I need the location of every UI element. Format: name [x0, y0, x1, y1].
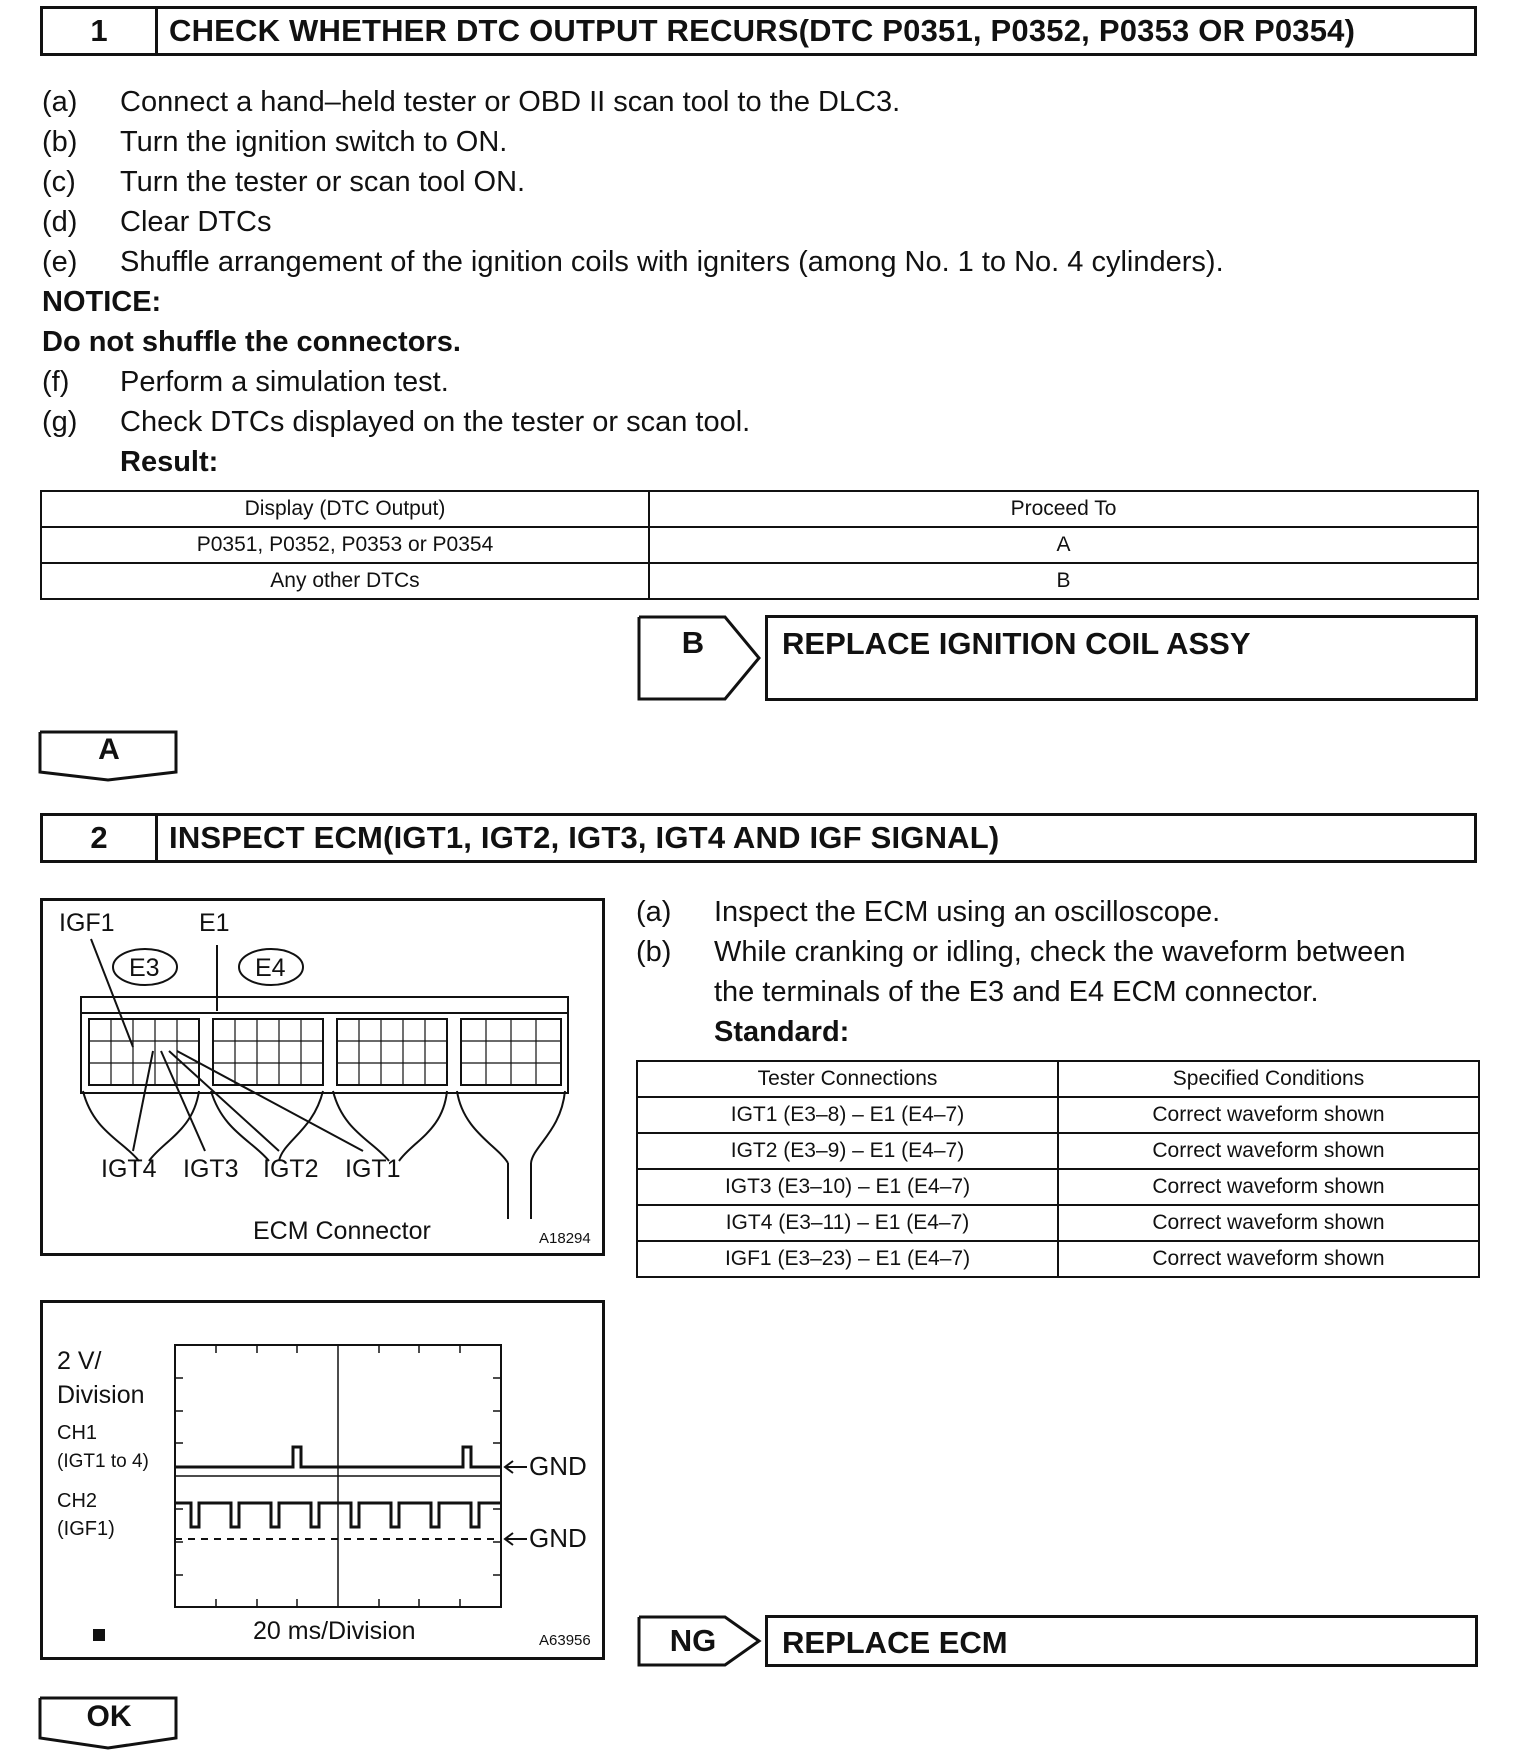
- table-cell: A: [649, 527, 1478, 563]
- step2-header: [40, 813, 1477, 863]
- figure-code: A18294: [539, 1230, 591, 1247]
- table-cell: Correct waveform shown: [1058, 1097, 1479, 1133]
- step1-header: [40, 6, 1477, 56]
- scale-v-line1: 2 V/: [57, 1347, 102, 1375]
- branch-b-action: REPLACE IGNITION COIL ASSY: [782, 626, 1251, 661]
- item-label: (a): [636, 896, 672, 928]
- table-row: [637, 1241, 1479, 1277]
- item-text: Connect a hand–held tester or OBD II scan tool to the DLC3.: [120, 86, 901, 118]
- instruction-text-continued: the terminals of the E3 and E4 ECM connector.: [714, 976, 1319, 1008]
- table-cell: IGT2 (E3–9) – E1 (E4–7): [637, 1133, 1058, 1169]
- ch2-line1: CH2: [57, 1490, 98, 1512]
- step-title: INSPECT ECM(IGT1, IGT2, IGT3, IGT4 AND IGF SIGNAL): [169, 820, 1000, 855]
- waveform-figure: [40, 1300, 605, 1660]
- table-cell: Correct waveform shown: [1058, 1241, 1479, 1277]
- figure-caption: ECM Connector: [253, 1217, 431, 1245]
- table-header-row: [637, 1061, 1479, 1097]
- scale-v-line2: Division: [57, 1381, 145, 1409]
- item-text: Turn the tester or scan tool ON.: [120, 166, 526, 198]
- notice-heading: NOTICE:: [42, 286, 162, 318]
- table-row: [41, 527, 1478, 563]
- ecm-connector-figure: [40, 898, 605, 1256]
- gnd-label-ch1: GND: [529, 1451, 587, 1481]
- table-cell: IGF1 (E3–23) – E1 (E4–7): [637, 1241, 1058, 1277]
- item-label: (d): [42, 206, 78, 238]
- item-label: (b): [42, 126, 78, 158]
- step-number: 1: [43, 9, 158, 53]
- label-e3: E3: [129, 954, 160, 982]
- table-row: [637, 1205, 1479, 1241]
- table-row: [637, 1133, 1479, 1169]
- item-text: Perform a simulation test.: [120, 366, 449, 398]
- oscilloscope-drawing: [43, 1303, 602, 1657]
- table-cell: IGT4 (E3–11) – E1 (E4–7): [637, 1205, 1058, 1241]
- table-header-cell: Proceed To: [649, 491, 1478, 527]
- branch-ng-tag: NG: [669, 1623, 717, 1658]
- item-text: Clear DTCs: [120, 206, 272, 238]
- table-cell: Correct waveform shown: [1058, 1205, 1479, 1241]
- scope-icon: [93, 1629, 105, 1641]
- standard-table: [636, 1060, 1480, 1278]
- table-row: [637, 1097, 1479, 1133]
- ch1-line2: (IGT1 to 4): [57, 1451, 149, 1472]
- label-e1: E1: [199, 909, 230, 937]
- time-scale: 20 ms/Division: [253, 1617, 416, 1645]
- notice-text: Do not shuffle the connectors.: [42, 326, 461, 358]
- table-header-cell: Specified Conditions: [1058, 1061, 1479, 1097]
- table-cell: Correct waveform shown: [1058, 1133, 1479, 1169]
- figure-code: A63956: [539, 1632, 591, 1649]
- item-text: Shuffle arrangement of the ignition coils with igniters (among No. 1 to No. 4 cylinders).: [120, 246, 1224, 278]
- item-text: Check DTCs displayed on the tester or scan tool.: [120, 406, 751, 438]
- item-label: (c): [42, 166, 76, 198]
- branch-b-tag: B: [681, 625, 705, 660]
- item-label: (b): [636, 936, 672, 968]
- item-text: Turn the ignition switch to ON.: [120, 126, 508, 158]
- gnd-label-ch2: GND: [529, 1523, 587, 1553]
- step-number: 2: [43, 816, 158, 860]
- branch-ng-action: REPLACE ECM: [782, 1625, 1008, 1660]
- ch2-line2: (IGF1): [57, 1518, 115, 1540]
- table-row: [41, 563, 1478, 599]
- table-cell: B: [649, 563, 1478, 599]
- table-cell: Correct waveform shown: [1058, 1169, 1479, 1205]
- table-cell: IGT3 (E3–10) – E1 (E4–7): [637, 1169, 1058, 1205]
- label-igt1: IGT1: [345, 1155, 401, 1183]
- ecm-connector-drawing: [43, 901, 602, 1253]
- result-table: [40, 490, 1479, 600]
- branch-ng-action-box: [765, 1615, 1478, 1667]
- table-header-cell: Display (DTC Output): [41, 491, 649, 527]
- result-label: Result:: [120, 446, 219, 478]
- next-a-tag: A: [98, 733, 120, 766]
- label-igf1: IGF1: [59, 909, 115, 937]
- table-header-row: [41, 491, 1478, 527]
- step-title: CHECK WHETHER DTC OUTPUT RECURS(DTC P0351, P0352, P0353 OR P0354): [169, 13, 1356, 48]
- branch-b-action-box: [765, 615, 1478, 701]
- table-row: [637, 1169, 1479, 1205]
- table-cell: Any other DTCs: [41, 563, 649, 599]
- table-cell: IGT1 (E3–8) – E1 (E4–7): [637, 1097, 1058, 1133]
- item-label: (f): [42, 366, 70, 398]
- table-header-cell: Tester Connections: [637, 1061, 1058, 1097]
- label-igt4: IGT4: [101, 1155, 157, 1183]
- item-text: Inspect the ECM using an oscilloscope.: [714, 896, 1221, 928]
- label-e4: E4: [255, 954, 286, 982]
- item-label: (g): [42, 406, 78, 438]
- item-label: (a): [42, 86, 78, 118]
- next-ok-tag: OK: [86, 1700, 132, 1733]
- table-cell: P0351, P0352, P0353 or P0354: [41, 527, 649, 563]
- label-igt3: IGT3: [183, 1155, 239, 1183]
- item-label: (e): [42, 246, 78, 278]
- ch1-line1: CH1: [57, 1422, 98, 1444]
- label-igt2: IGT2: [263, 1155, 319, 1183]
- item-text: While cranking or idling, check the waveform between: [714, 936, 1406, 968]
- standard-label: Standard:: [714, 1016, 850, 1048]
